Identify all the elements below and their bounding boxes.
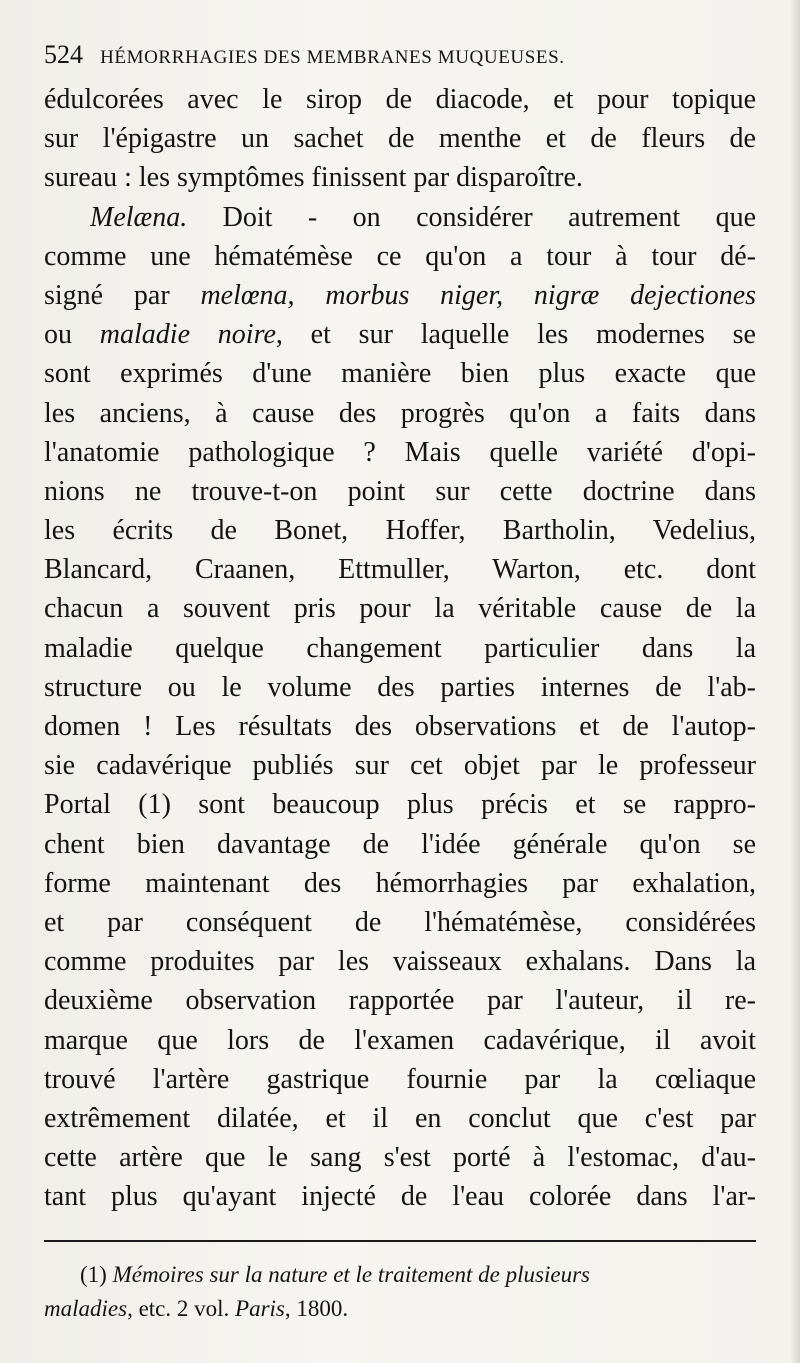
- text-line: sur l'épigastre un sachet de menthe et de fleurs de: [44, 123, 756, 155]
- text-line: trouvé l'artère gastrique fournie par la cœliaque: [44, 1063, 756, 1095]
- footnote-line: [44, 1258, 756, 1292]
- text-line: édulcorées avec le sirop de diacode, et pour topique: [44, 84, 756, 115]
- text-line: signé par melœna, morbus niger, nigræ dejectiones: [44, 279, 756, 311]
- text-line: marque que lors de l'examen cadavérique, il avoit: [44, 1024, 756, 1056]
- text-line: comme une hématémèse ce qu'on a tour à tour dé-: [44, 240, 756, 272]
- text-line: chacun a souvent pris pour la véritable cause de la: [44, 593, 756, 625]
- footnote-rule: [44, 1240, 756, 1242]
- latin-terms: melœna, morbus niger, nigræ dejectiones: [200, 279, 756, 311]
- text-line: forme maintenant des hémorrhagies par exhalation,: [44, 867, 756, 899]
- footnote: [44, 1258, 756, 1326]
- text-line: deuxième observation rapportée par l'auteur, il re-: [44, 985, 756, 1017]
- footnote-marker: (1): [80, 1262, 107, 1287]
- text-line: tant plus qu'ayant injecté de l'eau colorée dans l'ar-: [44, 1181, 756, 1213]
- text-line: les écrits de Bonet, Hoffer, Bartholin, Vedelius,: [44, 515, 756, 547]
- text-line: et par conséquent de l'hématémèse, considérées: [44, 906, 756, 938]
- footnote-place: Paris: [235, 1296, 285, 1321]
- footnote-title: Mémoires sur la nature et le traitement de plusieurs: [112, 1262, 590, 1287]
- text-line: sont exprimés d'une manière bien plus exacte que: [44, 358, 756, 390]
- melaena-heading: Melæna.: [90, 201, 188, 233]
- running-head: HÉMORRHAGIES DES MEMBRANES MUQUEUSES.: [100, 47, 565, 68]
- text-line: Blancard, Craanen, Ettmuller, Warton, etc. dont: [44, 554, 756, 586]
- page-edge-shadow: [790, 0, 800, 1363]
- body-text: [44, 80, 756, 1216]
- text-line: ou maladie noire, et sur laquelle les modernes se: [44, 319, 756, 351]
- text-line: Melæna. Doit - on considérer autrement que: [90, 201, 756, 233]
- text-line: chent bien davantage de l'idée générale qu'on se: [44, 828, 756, 860]
- maladie-noire: maladie noire: [99, 319, 276, 351]
- footnote-line: maladies, etc. 2 vol. Paris, 1800.: [44, 1296, 349, 1321]
- text-line: domen ! Les résultats des observations et de l'autop-: [44, 711, 756, 742]
- text-line: sie cadavérique publiés sur cet objet par le professeur: [44, 750, 756, 782]
- page-number: 524: [44, 40, 83, 69]
- text-line: l'anatomie pathologique ? Mais quelle variété d'opi-: [44, 436, 756, 468]
- text-line: nions ne trouve-t-on point sur cette doctrine dans: [44, 475, 756, 507]
- text-line: extrêmement dilatée, et il en conclut que c'est par: [44, 1102, 756, 1134]
- text-line: maladie quelque changement particulier dans la: [44, 632, 756, 664]
- text-line: cette artère que le sang s'est porté à l'estomac, d'au-: [44, 1142, 756, 1174]
- text-line: structure ou le volume des parties internes de l'ab-: [44, 671, 756, 703]
- text-line: les anciens, à cause des progrès qu'on a faits dans: [44, 397, 756, 429]
- text-line: sureau : les symptômes finissent par disparoître.: [44, 162, 583, 194]
- text-line: Portal (1) sont beaucoup plus précis et se rappro-: [44, 789, 756, 821]
- text-line: comme produites par les vaisseaux exhalans. Dans la: [44, 946, 756, 978]
- page-header: [44, 40, 756, 76]
